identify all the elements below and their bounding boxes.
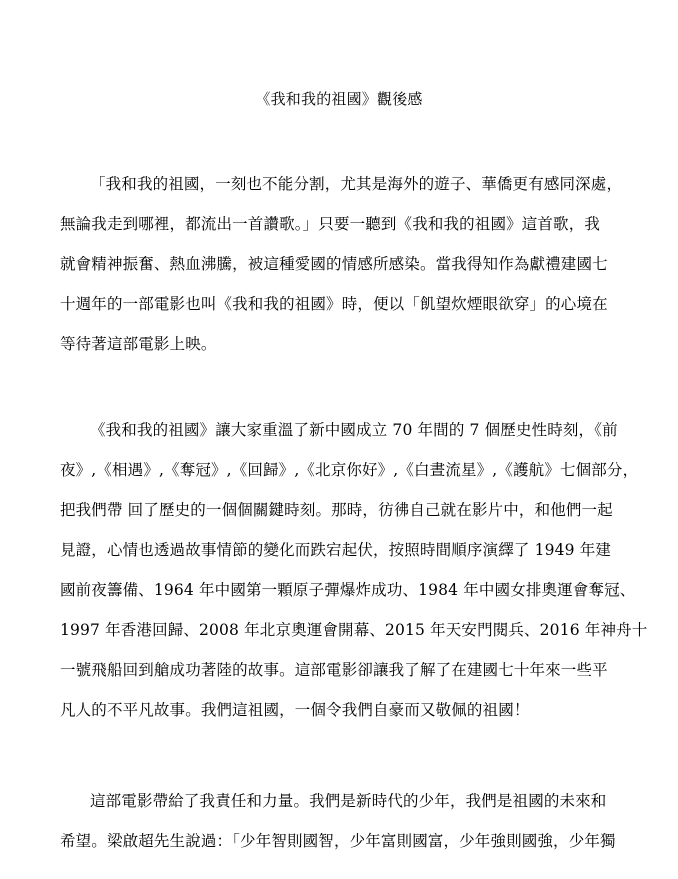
paragraph-line: 《我和我的祖國》讓大家重溫了新中國成立 70 年間的 7 個歷史性時刻，《前: [90, 421, 618, 439]
paragraph-line: 「我和我的祖國，一刻也不能分割，尤其是海外的遊子、華僑更有感同深處，: [90, 175, 623, 193]
paragraph-line: 見證，心情也透過故事情節的變化而跌宕起伏，按照時間順序演繹了 1949 年建: [60, 541, 612, 559]
paragraph-line: 國前夜籌備、1964 年中國第一顆原子彈爆炸成功、1984 年中國女排奧運會奪冠、: [60, 581, 636, 599]
paragraph-line: 1997 年香港回歸、2008 年北京奧運會開幕、2015 年天安門閱兵、2016 年神舟十: [60, 621, 648, 639]
paragraph-2: [60, 419, 648, 739]
paragraph-1: [60, 173, 630, 373]
document-title: 《我和我的祖國》觀後感: [255, 90, 423, 108]
paragraph-line: 夜》,《相遇》,《奪冠》,《回歸》,《北京你好》,《白晝流星》,《護航》七個部分，: [60, 461, 639, 479]
paragraph-line: 一號飛船回到艙成功著陸的故事。這部電影卻讓我了解了在建國七十年來一些平: [60, 661, 608, 679]
paragraph-line: 十週年的一部電影也叫《我和我的祖國》時，便以「飢望炊煙眼欲穿」的心境在: [60, 295, 608, 313]
paragraph-3: [60, 790, 630, 870]
paragraph-line: 無論我走到哪裡，都流出一首讚歌。」只要一聽到《我和我的祖國》這首歌，我: [60, 215, 601, 233]
paragraph-line: 凡人的不平凡故事。我們這祖國，一個令我們自豪而又敬佩的祖國！: [60, 701, 530, 719]
paragraph-line: 這部電影帶給了我責任和力量。我們是新時代的少年，我們是祖國的未來和: [90, 792, 607, 810]
paragraph-line: 希望。梁啟超先生說過：「少年智則國智，少年富則國富，少年強則國強，少年獨: [60, 832, 616, 850]
paragraph-line: 把我們帶 回了歷史的一個個關鍵時刻。那時，彷彿自己就在影片中，和他們一起: [60, 501, 613, 519]
paragraph-line: 就會精神振奮、熱血沸騰，被這種愛國的情感所感染。當我得知作為獻禮建國七: [60, 255, 608, 273]
paragraph-line: 等待著這部電影上映。: [60, 335, 217, 353]
